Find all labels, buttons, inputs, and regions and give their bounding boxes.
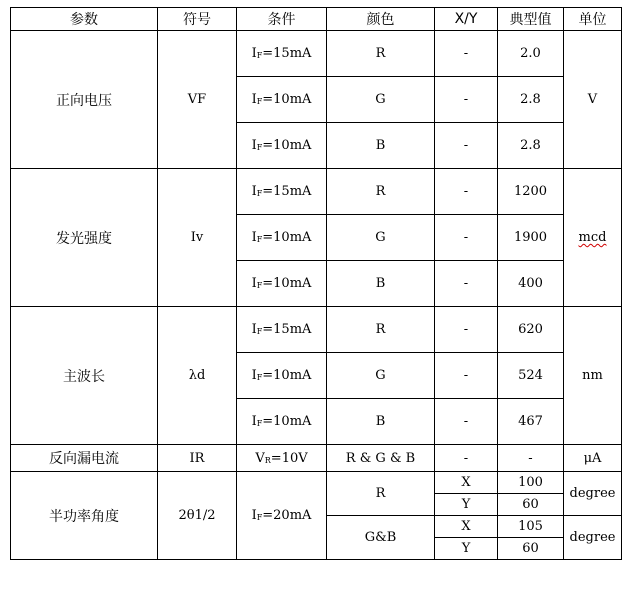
- xy-cell: X: [435, 516, 498, 538]
- symbol-cell: Iv: [158, 169, 237, 307]
- xy-cell: -: [435, 77, 498, 123]
- condition-cell: [237, 215, 327, 261]
- symbol-cell: λd: [158, 307, 237, 445]
- cond-main: I: [251, 138, 257, 153]
- xy-cell: -: [435, 215, 498, 261]
- cond-rest: =15mA: [262, 46, 312, 61]
- value-cell: 60: [498, 538, 564, 560]
- table-row: [11, 169, 622, 215]
- condition-cell: [237, 261, 327, 307]
- value-cell: 1200: [498, 169, 564, 215]
- unit-spellcheck-text: mcd: [578, 230, 607, 245]
- value-cell: -: [498, 445, 564, 472]
- cond-main: I: [251, 414, 257, 429]
- unit-cell: nm: [564, 307, 622, 445]
- cond-rest: =10mA: [262, 276, 312, 291]
- cond-sub: R: [264, 455, 271, 465]
- cond-rest: =10mA: [262, 414, 312, 429]
- cond-main: I: [251, 46, 257, 61]
- param-cell: 发光强度: [11, 169, 158, 307]
- cond-sub: F: [256, 281, 263, 290]
- color-cell: R: [327, 169, 435, 215]
- condition-cell: [237, 472, 327, 560]
- symbol-cell: VF: [158, 31, 237, 169]
- color-cell: B: [327, 261, 435, 307]
- cond-main: I: [251, 184, 257, 199]
- unit-cell: V: [564, 31, 622, 169]
- unit-cell: [564, 169, 622, 307]
- spec-table: [10, 7, 622, 560]
- value-cell: 60: [498, 494, 564, 516]
- value-cell: 2.8: [498, 77, 564, 123]
- cond-main: I: [251, 276, 257, 291]
- color-cell: B: [327, 123, 435, 169]
- xy-cell: -: [435, 169, 498, 215]
- color-cell: R: [327, 307, 435, 353]
- cond-main: I: [251, 368, 257, 383]
- unit-cell: degree: [564, 516, 622, 560]
- color-cell: B: [327, 399, 435, 445]
- xy-cell: X: [435, 472, 498, 494]
- param-cell: 反向漏电流: [11, 445, 158, 472]
- xy-cell: -: [435, 307, 498, 353]
- cond-sub: F: [256, 51, 263, 60]
- xy-cell: Y: [435, 494, 498, 516]
- cond-rest: =15mA: [262, 322, 312, 337]
- param-cell: 主波长: [11, 307, 158, 445]
- header-color: 颜色: [327, 8, 435, 31]
- color-cell: R & G & B: [327, 445, 435, 472]
- header-param: 参数: [11, 8, 158, 31]
- xy-cell: -: [435, 123, 498, 169]
- color-cell: G: [327, 77, 435, 123]
- cond-rest: =15mA: [262, 184, 312, 199]
- param-cell: 半功率角度: [11, 472, 158, 560]
- cond-rest: =10mA: [262, 92, 312, 107]
- table-row: [11, 472, 622, 494]
- header-condition: 条件: [237, 8, 327, 31]
- value-cell: 524: [498, 353, 564, 399]
- symbol-cell: IR: [158, 445, 237, 472]
- cond-sub: F: [256, 373, 263, 382]
- cond-sub: F: [256, 97, 263, 106]
- condition-cell: [237, 353, 327, 399]
- cond-main: V: [255, 450, 265, 466]
- cond-rest: =10mA: [262, 230, 312, 245]
- value-cell: 467: [498, 399, 564, 445]
- header-unit: 单位: [564, 8, 622, 31]
- condition-cell: [237, 399, 327, 445]
- xy-cell: -: [435, 353, 498, 399]
- header-xy: X/Y: [435, 8, 498, 31]
- value-cell: 2.8: [498, 123, 564, 169]
- condition-cell: [237, 123, 327, 169]
- value-cell: 1900: [498, 215, 564, 261]
- condition-cell: [237, 445, 327, 472]
- cond-main: I: [251, 508, 257, 523]
- condition-cell: [237, 31, 327, 77]
- table-row: [11, 31, 622, 77]
- xy-cell: Y: [435, 538, 498, 560]
- cond-sub: F: [256, 235, 263, 244]
- unit-cell: μA: [564, 445, 622, 472]
- value-cell: 100: [498, 472, 564, 494]
- symbol-cell: 2θ1/2: [158, 472, 237, 560]
- header-row: [11, 8, 622, 31]
- value-cell: 2.0: [498, 31, 564, 77]
- condition-cell: [237, 169, 327, 215]
- cond-sub: F: [256, 513, 263, 522]
- color-cell: R: [327, 31, 435, 77]
- color-cell: G: [327, 353, 435, 399]
- xy-cell: -: [435, 261, 498, 307]
- color-cell: R: [327, 472, 435, 516]
- cond-rest: =20mA: [262, 508, 312, 523]
- color-cell: G: [327, 215, 435, 261]
- param-cell: 正向电压: [11, 31, 158, 169]
- condition-cell: [237, 77, 327, 123]
- unit-cell: degree: [564, 472, 622, 516]
- value-cell: 400: [498, 261, 564, 307]
- cond-sub: F: [256, 143, 263, 152]
- cond-sub: F: [256, 327, 263, 336]
- cond-rest: =10mA: [262, 138, 312, 153]
- cond-rest: =10mA: [262, 368, 312, 383]
- xy-cell: -: [435, 399, 498, 445]
- value-cell: 105: [498, 516, 564, 538]
- table-row: [11, 445, 622, 472]
- xy-cell: -: [435, 31, 498, 77]
- cond-sub: F: [256, 189, 263, 198]
- cond-rest: =10V: [270, 450, 308, 466]
- cond-main: I: [251, 322, 257, 337]
- cond-sub: F: [256, 419, 263, 428]
- cond-main: I: [251, 230, 257, 245]
- value-cell: 620: [498, 307, 564, 353]
- header-typical: 典型值: [498, 8, 564, 31]
- header-symbol: 符号: [158, 8, 237, 31]
- table-row: [11, 307, 622, 353]
- condition-cell: [237, 307, 327, 353]
- xy-cell: -: [435, 445, 498, 472]
- color-cell: G&B: [327, 516, 435, 560]
- cond-main: I: [251, 92, 257, 107]
